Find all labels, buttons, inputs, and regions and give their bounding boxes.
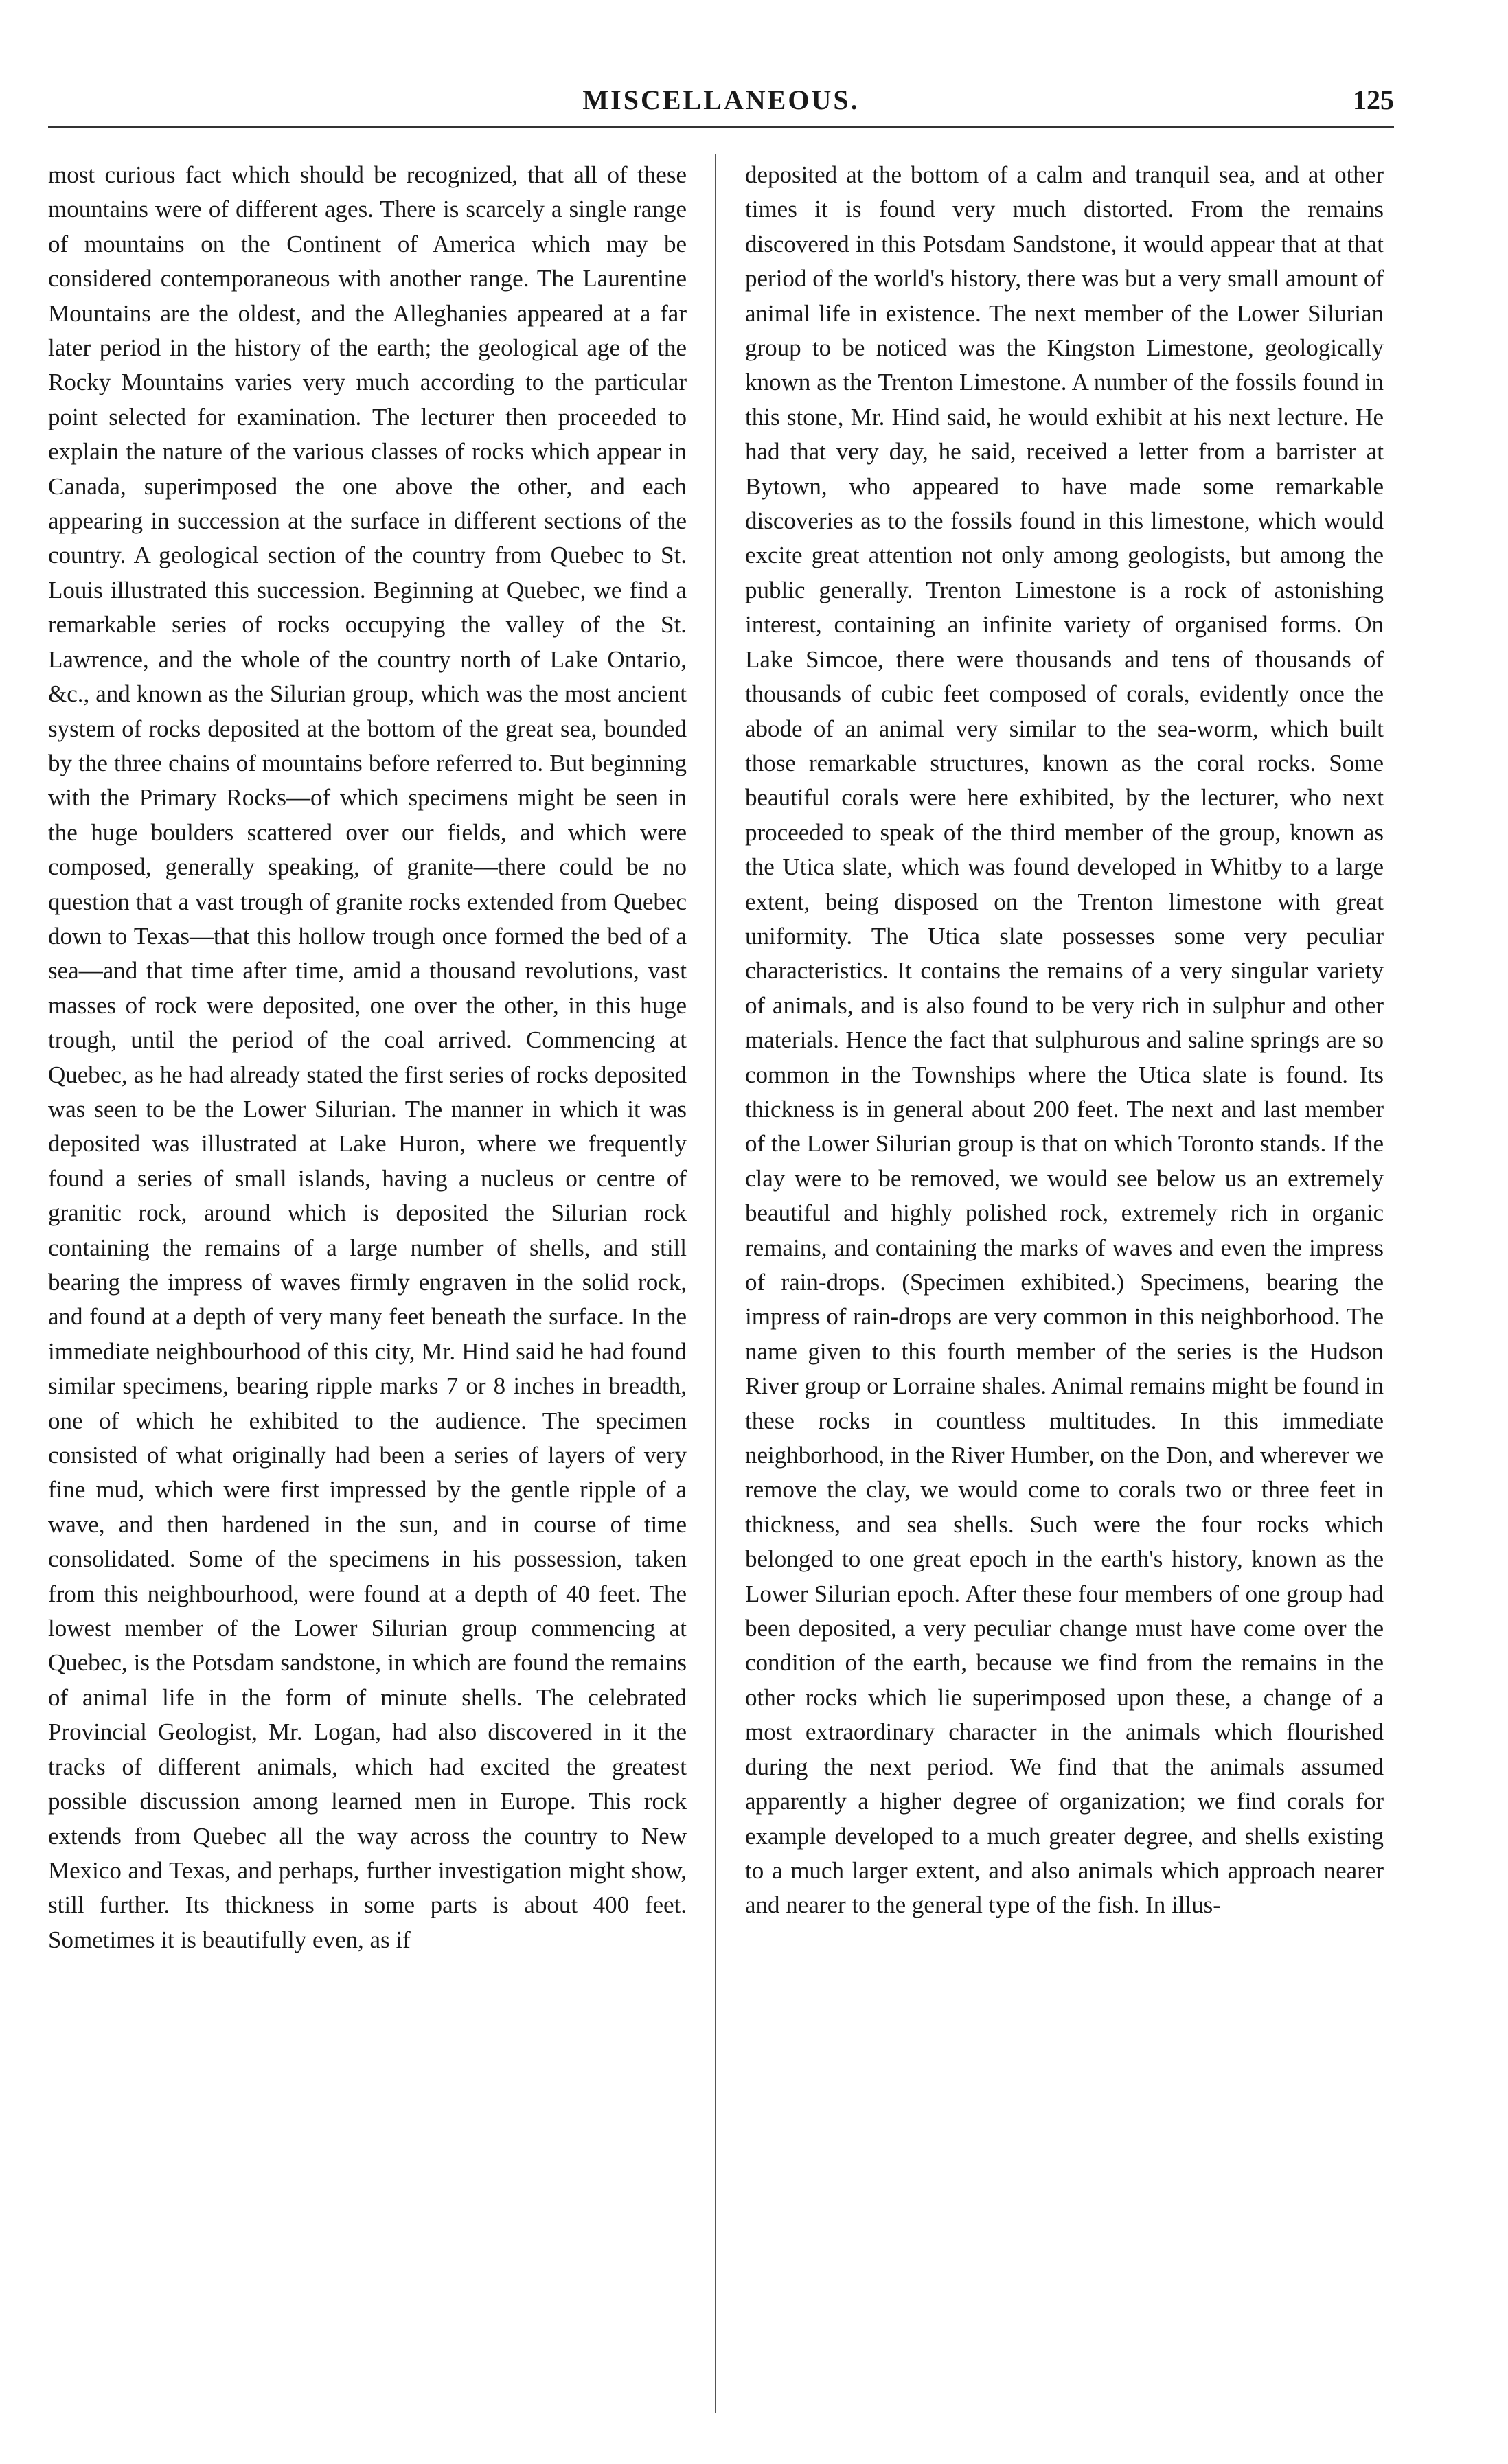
page-number: 125 xyxy=(1353,84,1394,115)
running-head xyxy=(48,82,1394,124)
right-column-text: deposited at the bottom of a calm and tranquil sea, and at other times it is found very much distorted. From the remains discovered in this Potsdam Sandstone, it would appear that at that period of the world's history, there was but a very small amount of animal life in existence. The next member of the Lower Silurian group to be noticed was the Kingston Limestone, geologically known as the Trenton Limestone. A number of the fossils found in this stone, Mr. Hind said, he would exhibit at his next lecture. He had that very day, he said, received a letter from a barrister at Bytown, who appeared to have made some remarkable discoveries as to the fossils found in this limestone, which would excite great attention not only among geologists, but among the public generally. Trenton Limestone is a rock of astonishing interest, containing an infinite variety of organised forms. On Lake Simcoe, there were thousands and tens of thousands of thousands of cubic feet composed of corals, evidently once the abode of an animal very similar to the sea-worm, which built those remarkable structures, known as the coral rocks. Some beautiful corals were here exhibited, by the lecturer, who next proceeded to speak of the third member of the group, known as the Utica slate, which was found developed in Whitby to a large extent, being disposed on the Trenton limestone with great uniformity. The Utica slate possesses some very peculiar characteristics. It contains the remains of a very singular variety of animals, and is also found to be very rich in sulphur and other materials. Hence the fact that sulphurous and saline springs are so common in the Townships where the Utica slate is found. Its thickness is in general about 200 feet. The next and last member of the Lower Silurian group is that on which Toronto stands. If the clay were to be removed, we would see below us an extremely beautiful and highly polished rock, extremely rich in organic remains, and containing the marks of waves and even the impress of rain-drops. (Specimen exhibited.) Specimens, bearing the impress of rain-drops are very common in this neighborhood. The name given to this fourth member of the series is the Hudson River group or Lorraine shales. Animal remains might be found in these rocks in countless multitudes. In this immediate neighborhood, in the River Humber, on the Don, and wherever we remove the clay, we would come to corals two or three feet in thickness, and sea shells. Such were the four rocks which belonged to one great epoch in the earth's history, known as the Lower Silurian epoch. After these four members of one group had been deposited, a very peculiar change must have come over the condition of the earth, because we find from the remains in the other rocks which lie superimposed upon these, a change of a most extraordinary character in the animals which flourished during the next period. We find that the animals assumed apparently a higher degree of organization; we find corals for example developed to a much greater degree, and shells existing to a much larger extent, and also animals which approach nearer and nearer to the general type of the fish. In illus- xyxy=(745,161,1384,1919)
header-rule xyxy=(48,126,1394,128)
page xyxy=(48,82,1394,2417)
left-column xyxy=(48,158,687,2417)
column-divider xyxy=(715,154,716,2413)
section-title: MISCELLANEOUS. xyxy=(582,84,860,115)
right-column xyxy=(745,158,1384,2417)
left-column-text: most curious fact which should be recognized, that all of these mountains were of different ages. There is scarcely a single range of mountains on the Continent of America which may be considered contemporaneous with another range. The Laurentine Mountains are the oldest, and the Alleghanies appeared at a far later period in the history of the earth; the geological age of the Rocky Mountains varies very much according to the particular point selected for examination. The lecturer then proceeded to explain the nature of the various classes of rocks which appear in Canada, superimposed the one above the other, and each appearing in succession at the surface in different sections of the country. A geological section of the country from Quebec to St. Louis illustrated this succession. Beginning at Quebec, we find a remarkable series of rocks occupying the valley of the St. Lawrence, and the whole of the country north of Lake Ontario, &c., and known as the Silurian group, which was the most ancient system of rocks deposited at the bottom of the great sea, bounded by the three chains of mountains before referred to. But beginning with the Primary Rocks—of which specimens might be seen in the huge boulders scattered over our fields, and which were composed, generally speaking, of granite—there could be no question that a vast trough of granite rocks extended from Quebec down to Texas—that this hollow trough once formed the bed of a sea—and that time after time, amid a thousand revolutions, vast masses of rock were deposited, one over the other, in this huge trough, until the period of the coal arrived. Commencing at Quebec, as he had already stated the first series of rocks deposited was seen to be the Lower Silurian. The manner in which it was deposited was illustrated at Lake Huron, where we frequently found a series of small islands, having a nucleus or centre of granitic rock, around which is deposited the Silurian rock containing the remains of a large number of shells, and still bearing the impress of waves firmly engraven in the solid rock, and found at a depth of very many feet beneath the surface. In the immediate neighbourhood of this city, Mr. Hind said he had found similar specimens, bearing ripple marks 7 or 8 inches in breadth, one of which he exhibited to the audience. The specimen consisted of what originally had been a series of layers of very fine mud, which were first impressed by the gentle ripple of a wave, and then hardened in the sun, and in course of time consolidated. Some of the specimens in his possession, taken from this neighbourhood, were found at a depth of 40 feet. The lowest member of the Lower Silurian group commencing at Quebec, is the Potsdam sandstone, in which are found the remains of animal life in the form of minute shells. The celebrated Provincial Geologist, Mr. Logan, had also discovered in it the tracks of different animals, which had excited the greatest possible discussion among learned men in Europe. This rock extends from Quebec all the way across the country to New Mexico and Texas, and perhaps, further investigation might show, still further. Its thickness in some parts is about 400 feet. Sometimes it is beautifully even, as if xyxy=(48,161,687,1953)
